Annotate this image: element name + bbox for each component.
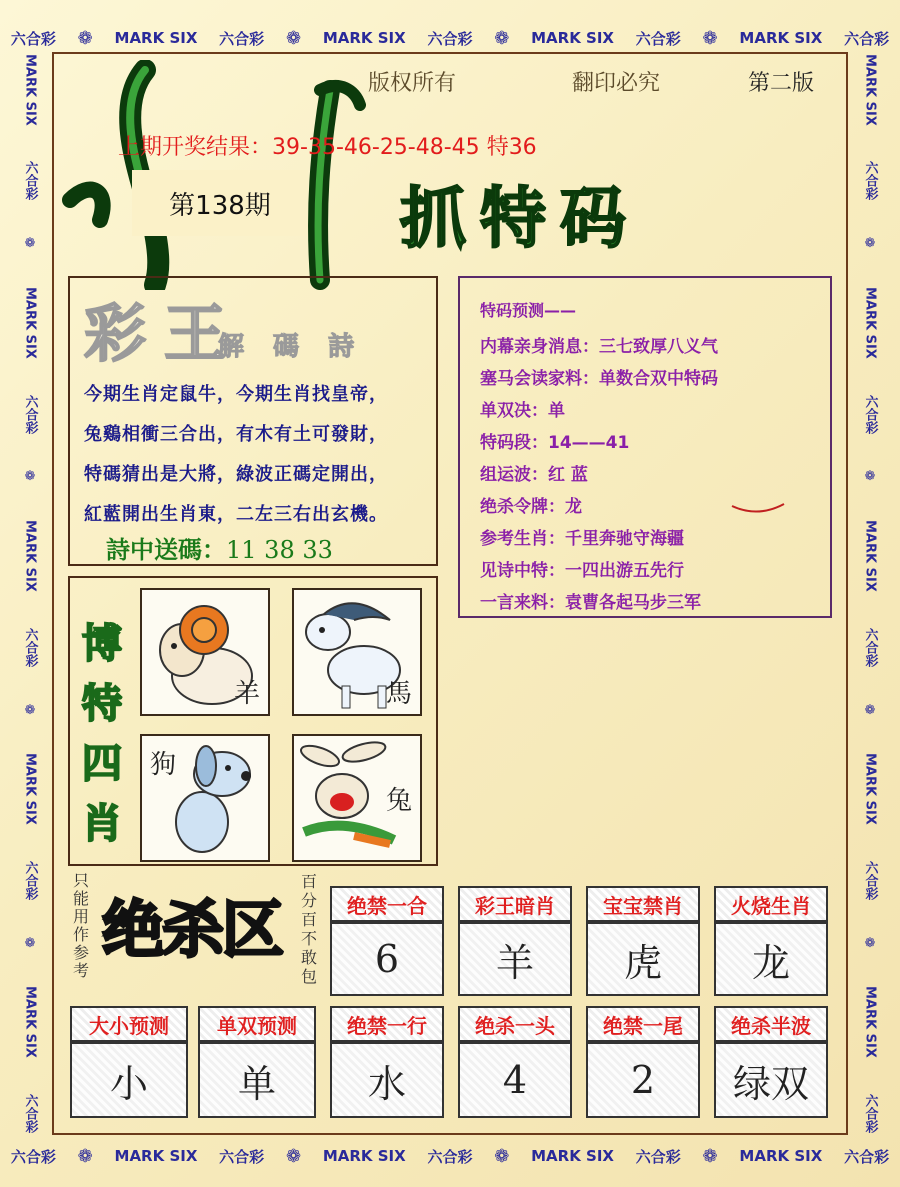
prediction-line: 组运波：红 蓝 <box>480 465 588 485</box>
grid-header: 单双预测 <box>198 1006 316 1042</box>
border-text: MARK SIX <box>22 986 38 1059</box>
border-text: MARK SIX <box>739 29 823 47</box>
grid-header: 绝禁一行 <box>330 1006 444 1042</box>
grid-value: 水 <box>330 1042 444 1118</box>
border-text: 六合彩 <box>844 29 890 48</box>
border-text: 六合彩 <box>10 29 56 48</box>
border-text: MARK SIX <box>862 520 878 592</box>
edition-text: 第二版 <box>748 71 815 96</box>
poem-line: 紅藍開出生肖東，二左三右出玄機。 <box>84 504 388 525</box>
border-text: MARK SIX <box>322 29 406 47</box>
border-text: 六合彩 <box>22 161 38 201</box>
last-result-label: 上期开奖结果： <box>118 135 273 160</box>
flower-icon: ❁ <box>24 236 36 252</box>
kill-zone-title: 绝杀区 <box>102 893 283 966</box>
last-result-numbers: 39-35-46-25-48-45 <box>272 135 480 160</box>
border-text: 六合彩 <box>219 1147 265 1166</box>
flower-icon: ❁ <box>864 935 876 951</box>
grid-header: 绝禁一合 <box>330 886 444 922</box>
poem-line: 今期生肖定鼠牛，今期生肖找皇帝， <box>84 384 388 405</box>
border-text: 六合彩 <box>862 394 878 434</box>
grid-value: 4 <box>458 1042 572 1118</box>
flower-icon: ❁ <box>77 27 93 49</box>
flower-icon: ❁ <box>285 27 302 49</box>
grid-header: 绝杀半波 <box>714 1006 828 1042</box>
kill-zone-right-note: 百分百不敢包 <box>300 872 317 986</box>
grid-header: 彩王暗肖 <box>458 886 572 922</box>
bottom-border <box>0 1138 900 1174</box>
border-text: 六合彩 <box>427 1147 473 1166</box>
border-text: MARK SIX <box>114 1147 198 1165</box>
grid-value: 单 <box>198 1042 316 1118</box>
animal-card-dog <box>140 734 270 862</box>
decorative-stroke-icon <box>730 498 786 516</box>
animal-name: 馬 <box>385 679 412 709</box>
border-text: 六合彩 <box>427 29 473 48</box>
top-border <box>0 20 900 56</box>
poem-line: 兔鷄相衝三合出，有木有土可發財， <box>84 424 388 445</box>
border-text: MARK SIX <box>22 53 38 126</box>
border-text: 六合彩 <box>22 860 38 900</box>
border-text: 六合彩 <box>862 627 878 667</box>
flower-icon: ❁ <box>494 1145 510 1167</box>
border-text: MARK SIX <box>862 53 878 126</box>
border-text: 六合彩 <box>10 1147 56 1166</box>
poem-line: 特碼猜出是大將，綠波正碼定開出， <box>84 464 388 485</box>
flower-icon: ❁ <box>77 1145 93 1167</box>
border-text: 六合彩 <box>22 394 38 434</box>
flower-icon: ❁ <box>864 236 876 252</box>
animal-card-rabbit <box>292 734 422 862</box>
grid-value: 2 <box>586 1042 700 1118</box>
border-text: 六合彩 <box>635 1147 681 1166</box>
border-text: 六合彩 <box>22 1094 38 1134</box>
prediction-line: 见诗中特：一四出游五先行 <box>480 561 684 581</box>
border-text: MARK SIX <box>22 287 38 359</box>
border-text: MARK SIX <box>114 29 198 47</box>
animal-card-ram <box>140 588 270 716</box>
left-border <box>12 36 48 1151</box>
border-text: MARK SIX <box>22 520 38 592</box>
poem-title: 彩王 <box>84 297 245 370</box>
prediction-line: 一言来料：袁曹各起马步三军 <box>480 593 701 613</box>
grid-header: 火烧生肖 <box>714 886 828 922</box>
grid-value: 龙 <box>714 922 828 996</box>
flower-icon: ❁ <box>702 1145 718 1167</box>
four-zodiac-box <box>68 576 438 866</box>
border-text: MARK SIX <box>322 1147 406 1165</box>
animal-name: 兔 <box>385 786 412 816</box>
grid-header: 绝禁一尾 <box>586 1006 700 1042</box>
grid-value: 羊 <box>458 922 572 996</box>
prediction-line: 单双决：单 <box>480 401 565 421</box>
no-copy-text: 翻印必究 <box>572 71 661 96</box>
grid-value: 6 <box>330 922 444 996</box>
poem-subtitle: 解 碼 詩 <box>218 332 365 362</box>
flower-icon: ❁ <box>864 469 876 485</box>
issue-number: 第138期 <box>132 170 308 236</box>
prediction-line: 绝杀令牌：龙 <box>480 497 582 517</box>
border-text: MARK SIX <box>862 287 878 359</box>
border-text: MARK SIX <box>531 1147 614 1165</box>
border-text: 六合彩 <box>862 161 878 201</box>
prediction-line: 塞马会读家料：单数合双中特码 <box>480 369 718 389</box>
poem-gift-label: 詩中送碼： <box>106 535 226 564</box>
kill-zone-left-note: 只能用作参考 <box>72 871 89 980</box>
border-text: MARK SIX <box>862 986 878 1059</box>
border-text: 六合彩 <box>862 860 878 900</box>
animal-name: 羊 <box>233 679 260 709</box>
poem-gift-numbers: 11 38 33 <box>226 536 333 564</box>
border-text: 六合彩 <box>22 627 38 667</box>
grid-value: 虎 <box>586 922 700 996</box>
poem-box <box>68 276 438 566</box>
animal-card-horse <box>292 588 422 716</box>
flower-icon: ❁ <box>24 469 36 485</box>
grid-header: 大小预测 <box>70 1006 188 1042</box>
border-text: 六合彩 <box>635 29 681 48</box>
grid-header: 绝杀一头 <box>458 1006 572 1042</box>
border-text: MARK SIX <box>739 1147 823 1165</box>
right-border <box>852 36 888 1151</box>
poem-gift <box>106 530 333 565</box>
border-text: 六合彩 <box>219 29 265 48</box>
flower-icon: ❁ <box>702 27 718 49</box>
prediction-heading: 特码预测—— <box>480 301 577 320</box>
last-result <box>118 130 537 161</box>
flower-icon: ❁ <box>494 27 510 49</box>
prediction-box <box>458 276 832 618</box>
banner-title: 抓特码 <box>400 179 640 257</box>
animal-name: 狗 <box>150 750 177 780</box>
flower-icon: ❁ <box>285 1145 302 1167</box>
border-text: MARK SIX <box>862 753 878 826</box>
grid-header: 宝宝禁肖 <box>586 886 700 922</box>
last-result-special: 特36 <box>486 135 537 160</box>
border-text: 六合彩 <box>844 1147 890 1166</box>
border-text: MARK SIX <box>531 29 614 47</box>
four-zodiac-label: 博特四肖 <box>82 620 122 847</box>
grid-value: 小 <box>70 1042 188 1118</box>
grid-value: 绿双 <box>714 1042 828 1118</box>
flower-icon: ❁ <box>24 702 36 718</box>
flower-icon: ❁ <box>24 935 36 951</box>
flower-icon: ❁ <box>864 702 876 718</box>
prediction-line: 内幕亲身消息：三七致厚八义气 <box>480 337 718 357</box>
border-text: MARK SIX <box>22 753 38 826</box>
prediction-line: 特码段：14——41 <box>480 433 630 453</box>
border-text: 六合彩 <box>862 1094 878 1134</box>
copyright-text: 版权所有 <box>368 71 457 96</box>
prediction-line: 参考生肖：千里奔驰守海疆 <box>480 529 684 549</box>
